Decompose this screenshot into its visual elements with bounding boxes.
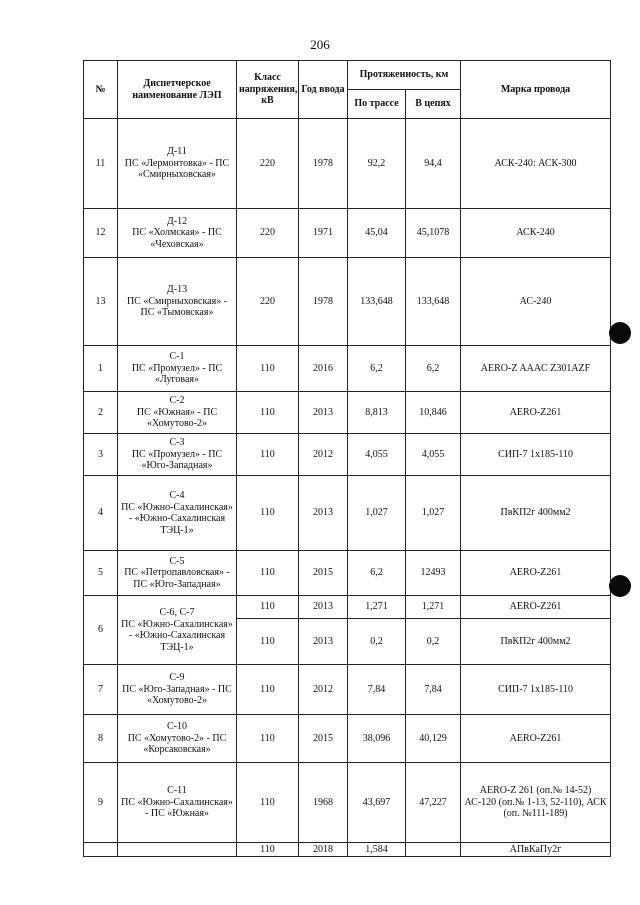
cell-year: 2015 [299,551,348,596]
cell-name: С-10 ПС «Хомутово-2» - ПС «Корсаковская» [118,715,237,763]
cell-circuits: 47,227 [406,763,461,843]
cell-circuits: 4,055 [406,434,461,476]
table-row [84,843,611,857]
table-row [84,665,611,715]
table-row [84,476,611,551]
cell-voltage: 110 [237,715,299,763]
cell-num: 13 [84,258,118,346]
cell-year: 1978 [299,119,348,209]
cell-year: 2013 [299,392,348,434]
cell-voltage: 110 [237,619,299,665]
cell-voltage: 110 [237,843,299,857]
cell-voltage: 110 [237,763,299,843]
cell-year: 2015 [299,715,348,763]
cell-wire: ПвКП2г 400мм2 [461,476,611,551]
cell-voltage: 110 [237,346,299,392]
cell-route: 8,813 [348,392,406,434]
cell-name [118,843,237,857]
table-row [84,715,611,763]
cell-wire: АПвКаПу2г [461,843,611,857]
cell-voltage: 110 [237,476,299,551]
table-row [84,119,611,209]
cell-wire: АС-240 [461,258,611,346]
table-row [84,392,611,434]
cell-num: 7 [84,665,118,715]
punch-hole-mark [609,575,631,597]
cell-voltage: 110 [237,665,299,715]
cell-route: 6,2 [348,346,406,392]
header-wire: Марка провода [461,61,611,119]
table-row [84,346,611,392]
cell-name: С-5 ПС «Петропавловская» - ПС «Юго-Западная» [118,551,237,596]
cell-year: 2018 [299,843,348,857]
cell-route: 1,027 [348,476,406,551]
cell-circuits: 45,1078 [406,209,461,258]
cell-wire: AERO-Z261 [461,551,611,596]
cell-circuits: 40,129 [406,715,461,763]
table-row [84,596,611,619]
cell-name: С-2 ПС «Южная» - ПС «Хомутово-2» [118,392,237,434]
cell-route: 1,584 [348,843,406,857]
cell-route: 4,055 [348,434,406,476]
cell-num: 8 [84,715,118,763]
cell-route: 43,697 [348,763,406,843]
cell-name: С-9 ПС «Юго-Западная» - ПС «Хомутово-2» [118,665,237,715]
cell-year: 1968 [299,763,348,843]
cell-num: 9 [84,763,118,843]
punch-hole-mark [609,322,631,344]
cell-name: С-11 ПС «Южно-Сахалинская» - ПС «Южная» [118,763,237,843]
cell-voltage: 110 [237,434,299,476]
cell-circuits: 7,84 [406,665,461,715]
cell-name: С-4 ПС «Южно-Сахалинская» - «Южно-Сахалинская ТЭЦ-1» [118,476,237,551]
table-row [84,209,611,258]
cell-name: С-6, С-7 ПС «Южно-Сахалинская» - «Южно-Сахалинская ТЭЦ-1» [118,596,237,665]
header-row [84,61,611,90]
cell-year: 2016 [299,346,348,392]
cell-num: 3 [84,434,118,476]
header-name: Диспетчерское наименование ЛЭП [118,61,237,119]
cell-circuits: 1,027 [406,476,461,551]
cell-year: 2012 [299,665,348,715]
cell-circuits: 133,648 [406,258,461,346]
cell-route: 7,84 [348,665,406,715]
cell-num [84,843,118,857]
cell-route: 92,2 [348,119,406,209]
table-row [84,551,611,596]
cell-year: 2013 [299,619,348,665]
header-route: По трассе [348,90,406,119]
page-number: 206 [310,37,330,52]
cell-wire: АСК-240 [461,209,611,258]
cell-name: Д-12 ПС «Холмская» - ПС «Чеховская» [118,209,237,258]
cell-year: 1971 [299,209,348,258]
cell-wire: AERO-Z261 [461,392,611,434]
cell-year: 2013 [299,476,348,551]
cell-num: 6 [84,596,118,665]
cell-name: С-1 ПС «Промузел» - ПС «Луговая» [118,346,237,392]
header-voltage: Класс напряжения, кВ [237,61,299,119]
cell-route: 133,648 [348,258,406,346]
cell-wire: ПвКП2г 400мм2 [461,619,611,665]
header-length: Протяженность, км [348,61,461,90]
cell-route: 6,2 [348,551,406,596]
cell-wire: AERO-Z 261 (оп.№ 14-52) АС-120 (оп.№ 1-13, 52-110), АСК (оп. №111-189) [461,763,611,843]
cell-num: 12 [84,209,118,258]
cell-wire: AERO-Z AAAC Z301AZF [461,346,611,392]
cell-circuits: 94,4 [406,119,461,209]
cell-wire: АСК-240: АСК-300 [461,119,611,209]
cell-circuits [406,843,461,857]
cell-wire: AERO-Z261 [461,715,611,763]
cell-route: 45,04 [348,209,406,258]
cell-name: Д-13 ПС «Смирныховская» - ПС «Тымовская» [118,258,237,346]
cell-num: 1 [84,346,118,392]
cell-route: 38,096 [348,715,406,763]
table-body [84,119,611,857]
cell-num: 11 [84,119,118,209]
cell-voltage: 110 [237,596,299,619]
cell-year: 2013 [299,596,348,619]
power-lines-table [83,60,611,857]
cell-voltage: 220 [237,119,299,209]
header-num: № [84,61,118,119]
table-row [84,434,611,476]
cell-voltage: 110 [237,392,299,434]
cell-circuits: 1,271 [406,596,461,619]
cell-year: 2012 [299,434,348,476]
cell-wire: AERO-Z261 [461,596,611,619]
cell-circuits: 10,846 [406,392,461,434]
cell-circuits: 6,2 [406,346,461,392]
cell-num: 5 [84,551,118,596]
cell-name: Д-11 ПС «Лермонтовка» - ПС «Смирныховская» [118,119,237,209]
cell-circuits: 12493 [406,551,461,596]
cell-name: С-3 ПС «Промузел» - ПС «Юго-Западная» [118,434,237,476]
cell-route: 0,2 [348,619,406,665]
table-row [84,258,611,346]
cell-voltage: 220 [237,209,299,258]
cell-year: 1978 [299,258,348,346]
header-year: Год ввода [299,61,348,119]
cell-route: 1,271 [348,596,406,619]
cell-num: 2 [84,392,118,434]
header-circuits: В цепях [406,90,461,119]
cell-voltage: 220 [237,258,299,346]
cell-wire: СИП-7 1х185-110 [461,665,611,715]
cell-num: 4 [84,476,118,551]
table-row [84,763,611,843]
cell-wire: СИП-7 1х185-110 [461,434,611,476]
cell-voltage: 110 [237,551,299,596]
cell-circuits: 0,2 [406,619,461,665]
